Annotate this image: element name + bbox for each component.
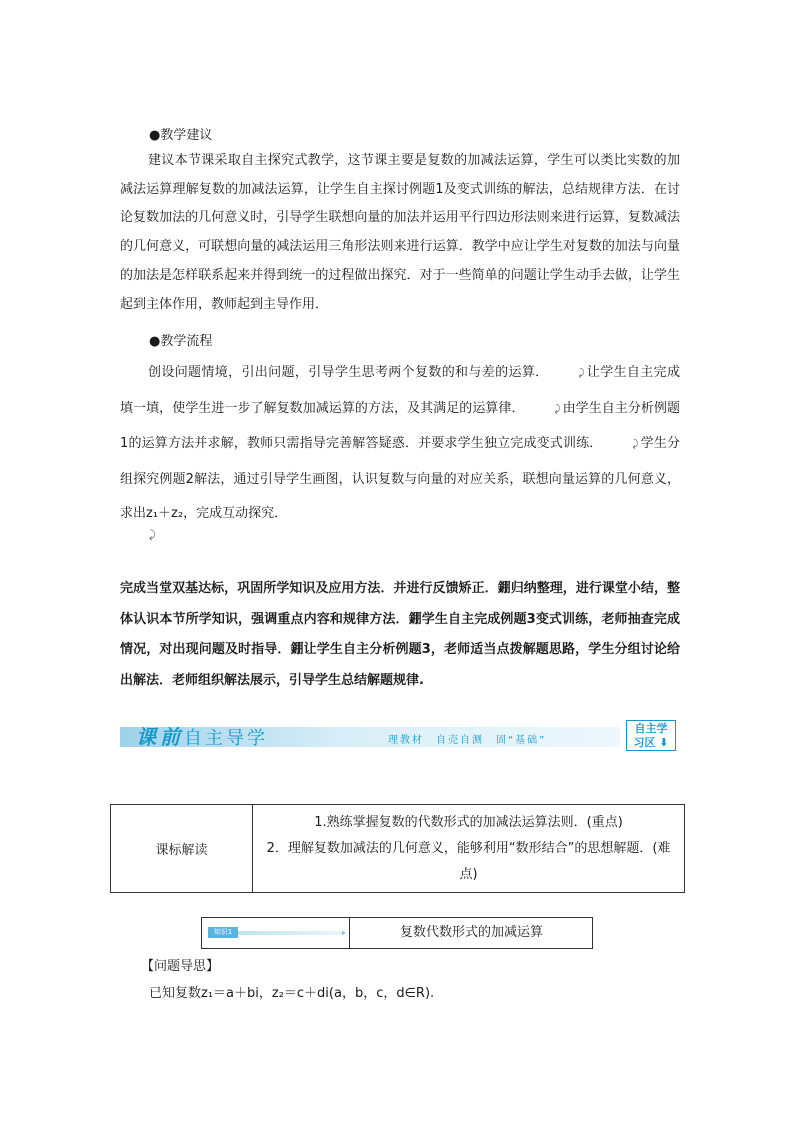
flow-arrow-icon: ⤸ bbox=[554, 403, 561, 415]
process-step-4: 学生分组探究例题2解法，通过引导学生画图，认识复数与向量的对应关系，联想向量运算的几何意义，求出z₁＋z₂，完成互动探究． bbox=[120, 436, 680, 521]
pre-class-banner bbox=[120, 719, 680, 755]
flow-mark: 錋 bbox=[290, 642, 304, 657]
knowledge-point-tag: 知识1 bbox=[208, 927, 238, 938]
process-step-5: 完成当堂双基达标，巩固所学知识及应用方法．并进行反馈矫正． bbox=[120, 581, 498, 596]
flow-arrow-icon: ⤸ bbox=[149, 528, 156, 541]
flow-mark: 錋 bbox=[497, 581, 511, 596]
banner-title-b: 自主导学 bbox=[184, 728, 268, 749]
process-step-7: 学生自主完成例题3变式训练，老师抽查完成情况，对出现问题及时指导． bbox=[120, 611, 680, 657]
arrow-right-icon: ▸ bbox=[342, 928, 347, 937]
suggestion-text: 建议本节课采取自主探究式教学，这节课主要是复数的加减法运算，学生可以类比实数的加减法运算理解复数的加减法运算，让学生自主探讨例题1及变式训练的解法，总结规律方法．在讨论复数加法的几何意义时，引导学生联想向量的加法并运用平行四边形法则来进行运算，复数减法的几何意义，可联想向量的减法运用三角形法则来进行运算．教学中应让学生对复数的加法与向量的加法是怎样联系起来并得到统一的过程做出探究．对于一些简单的问题让学生动手去做，让学生起到主体作用，教师起到主导作用． bbox=[120, 153, 680, 312]
teaching-suggestion-heading: ●教学建议 bbox=[149, 128, 213, 143]
process-step-3: 由学生自主分析例题1的运算方法并求解，教师只需指导完善解答疑惑．并要求学生独立完成变式训练． bbox=[120, 400, 680, 451]
banner-title bbox=[136, 721, 268, 750]
badge-line-1: 自主学 bbox=[634, 722, 668, 735]
table-row bbox=[111, 805, 685, 893]
objective-item-2: 2．理解复数加减法的几何意义，能够利用“数形结合”的思想解题．(难点) bbox=[266, 840, 671, 882]
banner-subtitle: 理教材 自売自测 固“基础” bbox=[388, 735, 547, 746]
flow-arrow-icon: ⤸ bbox=[632, 439, 639, 450]
question-guide-title: 【问题导思】 bbox=[141, 959, 220, 974]
knowledge-point-title: 复数代数形式的加减运算 bbox=[349, 918, 593, 948]
knowledge-point-box bbox=[201, 917, 593, 949]
flow-arrow-icon: ⤸ bbox=[578, 368, 585, 379]
question-line: 已知复数z₁＝a＋bi，z₂＝c＋di(a，b，c，d∈R). bbox=[149, 986, 435, 1001]
process-step-1: 创设问题情境，引出问题，引导学生思考两个复数的和与差的运算． bbox=[148, 365, 549, 380]
process-step-6: 归纳整理，进行课堂小结，整体认识本节所学知识，强调重点内容和规律方法． bbox=[120, 581, 680, 627]
objectives-label: 课标解读 bbox=[111, 805, 253, 893]
process-step-8: 让学生自主分析例题3，老师适当点拨解题思路，学生分组讨论给出解法．老师组织解法展示，引导学生总结解题规律. bbox=[120, 642, 680, 688]
objective-item-1: 1.熟练掌握复数的代数形式的加减法运算法则．(重点) bbox=[314, 814, 623, 830]
teaching-suggestion-paragraph bbox=[120, 147, 680, 319]
curriculum-objectives-table bbox=[110, 804, 685, 893]
teaching-process-bold-paragraph bbox=[120, 574, 680, 696]
process-step-2: 让学生自主完成填一填，使学生进一步了解复数加减运算的方法，及其满足的运算律． bbox=[120, 365, 680, 416]
self-study-area-badge bbox=[626, 720, 676, 751]
teaching-process-paragraph bbox=[120, 356, 680, 532]
objectives-content bbox=[253, 805, 685, 893]
teaching-process-heading: ●教学流程 bbox=[149, 334, 213, 349]
knowledge-point-tag-area bbox=[202, 918, 349, 948]
banner-title-a: 课前 bbox=[136, 725, 184, 749]
tag-bar bbox=[238, 931, 344, 935]
badge-line-2: 习区 ⬇ bbox=[633, 736, 669, 749]
flow-mark: 錋 bbox=[408, 611, 422, 627]
